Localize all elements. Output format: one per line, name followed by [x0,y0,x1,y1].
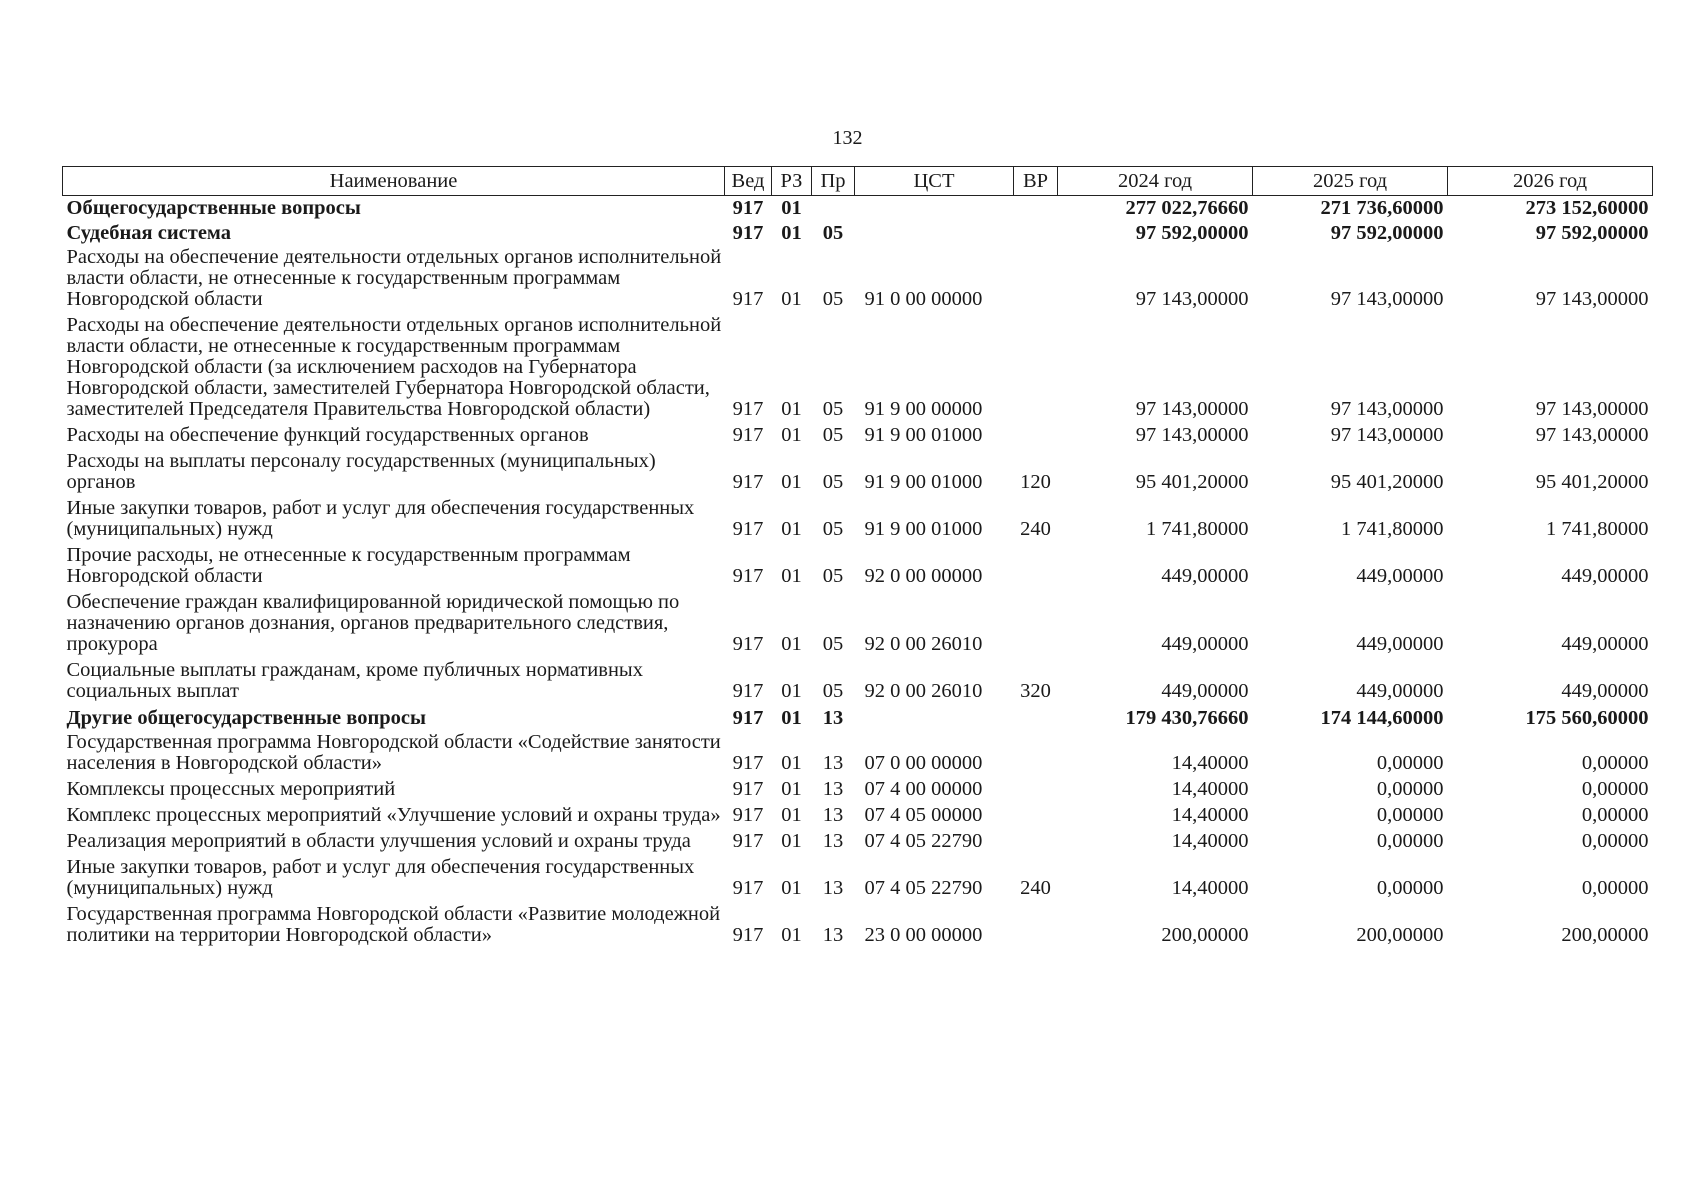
row-name: Государственная программа Новгородской области «Содействие занятости населения в Новгородской области» [66,731,721,774]
row-pr: 05 [822,222,844,244]
row-rz: 01 [781,222,802,244]
row-pr: 05 [822,398,844,420]
row-2026: 97 143,00000 [1535,288,1649,310]
row-name: Судебная система [66,222,232,244]
row-name: Иные закупки товаров, работ и услуг для обеспечения государственных (муниципальных) нужд [66,856,695,899]
row-rz: 01 [781,680,802,702]
row-2024: 449,00000 [1161,565,1249,587]
header-2025: 2025 год [1253,167,1448,196]
table-row [63,591,1653,659]
row-cst: 23 0 00 00000 [864,924,983,946]
row-pr: 05 [822,565,844,587]
table-row [63,497,1653,544]
row-2024: 1 741,80000 [1146,518,1249,540]
row-cst: 07 4 00 00000 [864,778,983,800]
row-rz: 01 [781,398,802,420]
table-row [63,706,1653,731]
row-cst: 91 0 00 00000 [864,288,983,310]
row-vr [1014,314,1058,424]
row-name: Социальные выплаты гражданам, кроме публичных нормативных социальных выплат [66,659,643,702]
row-cst: 07 4 05 22790 [864,877,983,899]
row-2024: 449,00000 [1161,633,1249,655]
row-2026: 0,00000 [1581,830,1649,852]
row-ved: 917 [732,804,764,826]
row-name: Государственная программа Новгородской области «Развитие молодежной политики на территории Новгородской области» [66,903,721,946]
header-pr: Пр [812,167,855,196]
table-row [63,314,1653,424]
row-vr [1014,830,1058,856]
row-vr: 240 [1020,877,1051,899]
table-header-row [63,167,1653,196]
header-vr: ВР [1014,167,1058,196]
row-rz: 01 [781,565,802,587]
row-ved: 917 [732,518,764,540]
row-2025: 97 143,00000 [1330,288,1444,310]
row-cst: 91 9 00 01000 [864,471,983,493]
page-number: 132 [832,127,863,149]
row-rz: 01 [781,197,802,219]
row-rz: 01 [781,804,802,826]
header-ved: Вед [725,167,772,196]
row-2025: 449,00000 [1356,680,1444,702]
row-rz: 01 [781,288,802,310]
row-2025: 97 592,00000 [1330,222,1444,244]
row-rz: 01 [781,518,802,540]
row-ved: 917 [732,877,764,899]
row-2024: 97 143,00000 [1135,288,1249,310]
row-name: Расходы на обеспечение деятельности отдельных органов исполнительной власти области, не отнесенные к государственным программам Новгородской области [66,246,722,310]
row-vr [1014,903,1058,950]
header-name: Наименование [63,167,725,196]
row-2025: 97 143,00000 [1330,424,1444,446]
row-ved: 917 [732,288,764,310]
row-ved: 917 [732,424,764,446]
row-ved: 917 [732,222,764,244]
row-2026: 175 560,60000 [1525,707,1649,729]
table-row [63,804,1653,830]
row-cst [855,196,1014,222]
table-row [63,196,1653,222]
row-2025: 0,00000 [1376,778,1444,800]
table-row [63,903,1653,950]
row-2025: 449,00000 [1356,565,1444,587]
row-2026: 97 143,00000 [1535,398,1649,420]
row-2026: 449,00000 [1561,565,1649,587]
row-2025: 95 401,20000 [1330,471,1444,493]
row-2025: 0,00000 [1376,804,1444,826]
row-cst [855,706,1014,731]
row-name: Комплекс процессных мероприятий «Улучшение условий и охраны труда» [66,804,721,826]
row-vr [1014,706,1058,731]
row-2026: 200,00000 [1561,924,1649,946]
row-2026: 0,00000 [1581,877,1649,899]
row-2026: 0,00000 [1581,804,1649,826]
row-2025: 271 736,60000 [1320,197,1444,219]
row-vr [1014,544,1058,591]
row-rz: 01 [781,830,802,852]
row-vr [1014,731,1058,778]
header-cst: ЦСТ [855,167,1014,196]
row-name: Иные закупки товаров, работ и услуг для обеспечения государственных (муниципальных) нужд [66,497,695,540]
row-cst: 91 9 00 01000 [864,424,983,446]
row-2026: 0,00000 [1581,752,1649,774]
row-pr: 13 [822,778,844,800]
row-name: Расходы на выплаты персоналу государственных (муниципальных) органов [66,450,656,493]
table-row [63,246,1653,314]
row-name: Другие общегосударственные вопросы [66,707,427,729]
row-2026: 1 741,80000 [1546,518,1649,540]
budget-table [62,166,1653,950]
row-rz: 01 [781,924,802,946]
row-cst [855,221,1014,246]
table-row [63,424,1653,450]
table-row [63,659,1653,706]
row-ved: 917 [732,680,764,702]
row-ved: 917 [732,471,764,493]
table-row [63,221,1653,246]
table-row [63,544,1653,591]
row-rz: 01 [781,471,802,493]
row-name: Обеспечение граждан квалифицированной юридической помощью по назначению органов дознания, органов предварительного следствия, прокурора [66,591,680,655]
row-2026: 273 152,60000 [1525,197,1649,219]
row-name: Комплексы процессных мероприятий [66,778,396,800]
row-pr: 05 [822,471,844,493]
row-2024: 277 022,76660 [1125,197,1249,219]
row-rz: 01 [781,877,802,899]
row-vr: 320 [1020,680,1051,702]
row-cst: 91 9 00 00000 [864,398,983,420]
row-2024: 14,40000 [1171,804,1249,826]
row-name: Реализация мероприятий в области улучшения условий и охраны труда [66,830,691,852]
row-2025: 0,00000 [1376,877,1444,899]
table-row [63,731,1653,778]
row-name: Общегосударственные вопросы [66,197,361,219]
row-cst: 07 0 00 00000 [864,752,983,774]
row-2025: 97 143,00000 [1330,398,1444,420]
row-rz: 01 [781,707,802,729]
row-vr [1014,246,1058,314]
row-ved: 917 [732,565,764,587]
row-cst: 91 9 00 01000 [864,518,983,540]
row-ved: 917 [732,197,764,219]
row-2024: 14,40000 [1171,752,1249,774]
header-rz: РЗ [772,167,812,196]
row-2024: 97 592,00000 [1135,222,1249,244]
row-2026: 449,00000 [1561,633,1649,655]
row-cst: 07 4 05 22790 [864,830,983,852]
row-2025: 0,00000 [1376,830,1444,852]
row-2025: 1 741,80000 [1341,518,1444,540]
row-ved: 917 [732,778,764,800]
row-2025: 449,00000 [1356,633,1444,655]
row-ved: 917 [732,830,764,852]
row-vr [1014,424,1058,450]
row-vr [1014,591,1058,659]
row-rz: 01 [781,778,802,800]
row-2024: 179 430,76660 [1125,707,1249,729]
row-cst: 92 0 00 26010 [864,633,983,655]
row-rz: 01 [781,633,802,655]
row-pr: 05 [822,633,844,655]
table-row [63,450,1653,497]
row-2026: 95 401,20000 [1535,471,1649,493]
row-ved: 917 [732,398,764,420]
row-2024: 97 143,00000 [1135,424,1249,446]
header-2026: 2026 год [1448,167,1653,196]
row-pr: 05 [822,518,844,540]
row-pr: 05 [822,288,844,310]
row-cst: 92 0 00 00000 [864,565,983,587]
table-body [63,196,1653,951]
row-pr: 13 [822,830,844,852]
row-2026: 97 143,00000 [1535,424,1649,446]
row-rz: 01 [781,424,802,446]
row-2024: 14,40000 [1171,830,1249,852]
row-vr [1014,778,1058,804]
row-rz: 01 [781,752,802,774]
row-ved: 917 [732,707,764,729]
row-pr: 13 [822,707,844,729]
row-2024: 97 143,00000 [1135,398,1249,420]
row-pr: 13 [822,804,844,826]
row-2026: 0,00000 [1581,778,1649,800]
row-vr: 120 [1020,471,1051,493]
row-vr [1014,804,1058,830]
row-ved: 917 [732,924,764,946]
row-pr: 13 [822,924,844,946]
table-row [63,856,1653,903]
row-ved: 917 [732,633,764,655]
row-2025: 174 144,60000 [1320,707,1444,729]
row-name: Прочие расходы, не отнесенные к государственным программам Новгородской области [66,544,631,587]
row-cst: 92 0 00 26010 [864,680,983,702]
row-pr: 13 [822,752,844,774]
row-pr [812,196,855,222]
row-cst: 07 4 05 00000 [864,804,983,826]
row-2024: 14,40000 [1171,877,1249,899]
table-row [63,778,1653,804]
row-2024: 95 401,20000 [1135,471,1249,493]
row-vr [1014,196,1058,222]
row-pr: 05 [822,424,844,446]
row-name: Расходы на обеспечение деятельности отдельных органов исполнительной власти области, не отнесенные к государственным программам Новгородской области (за исключением расходов на Губернатора Новгородской области, заместителей Губернатора Новгородской области, заместителей Председателя Правительства Новгородской области) [66,314,722,420]
row-vr [1014,221,1058,246]
row-2025: 200,00000 [1356,924,1444,946]
table-row [63,830,1653,856]
row-ved: 917 [732,752,764,774]
row-2026: 97 592,00000 [1535,222,1649,244]
row-vr: 240 [1020,518,1051,540]
row-2024: 14,40000 [1171,778,1249,800]
row-2024: 449,00000 [1161,680,1249,702]
row-2024: 200,00000 [1161,924,1249,946]
row-2025: 0,00000 [1376,752,1444,774]
row-name: Расходы на обеспечение функций государственных органов [66,424,589,446]
row-pr: 05 [822,680,844,702]
row-2026: 449,00000 [1561,680,1649,702]
row-pr: 13 [822,877,844,899]
header-2024: 2024 год [1058,167,1253,196]
